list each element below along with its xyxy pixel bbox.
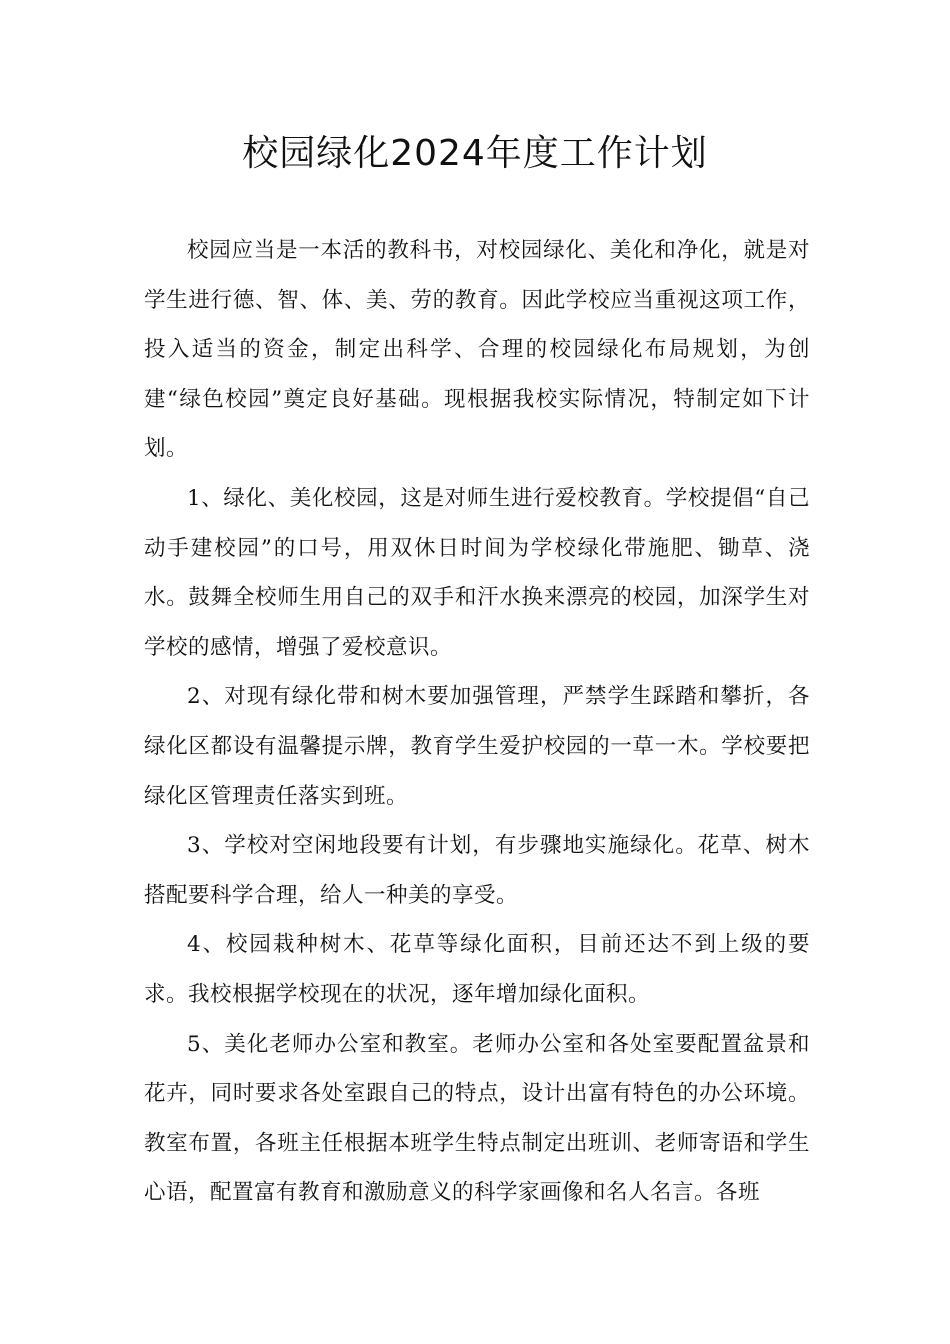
- paragraph-item-3: 3、学校对空闲地段要有计划，有步骤地实施绿化。花草、树木搭配要科学合理，给人一种美的享受。: [144, 833, 810, 908]
- paragraph-intro: 校园应当是一本活的教科书，对校园绿化、美化和净化，就是对学生进行德、智、体、美、劳的教育。因此学校应当重视这项工作，投入适当的资金，制定出科学、合理的校园绿化布局规划，为创建“绿色校园”奠定良好基础。现根据我校实际情况，特制定如下计划。: [144, 238, 810, 462]
- paragraph-item-5: 5、美化老师办公室和教室。老师办公室和各处室要配置盆景和花卉，同时要求各处室跟自己的特点，设计出富有特色的办公环境。教室布置，各班主任根据本班学生特点制定出班训、老师寄语和学生心语，配置富有教育和激励意义的科学家画像和名人名言。各班: [144, 1031, 810, 1206]
- document-body: [144, 226, 810, 1218]
- paragraph-item-2: 2、对现有绿化带和树木要加强管理，严禁学生踩踏和攀折，各绿化区都设有温馨提示牌，教育学生爱护校园的一草一木。学校要把绿化区管理责任落实到班。: [144, 684, 810, 809]
- paragraph-item-4: 4、校园栽种树木、花草等绿化面积，目前还达不到上级的要求。我校根据学校现在的状况，逐年增加绿化面积。: [144, 932, 810, 1007]
- paragraph-item-1: 1、绿化、美化校园，这是对师生进行爱校教育。学校提倡“自己动手建校园”的口号，用双休日时间为学校绿化带施肥、锄草、浇水。鼓舞全校师生用自己的双手和汗水换来漂亮的校园，加深学生对学校的感情，增强了爱校意识。: [144, 485, 810, 660]
- document-title: 校园绿化2024年度工作计划: [242, 133, 708, 174]
